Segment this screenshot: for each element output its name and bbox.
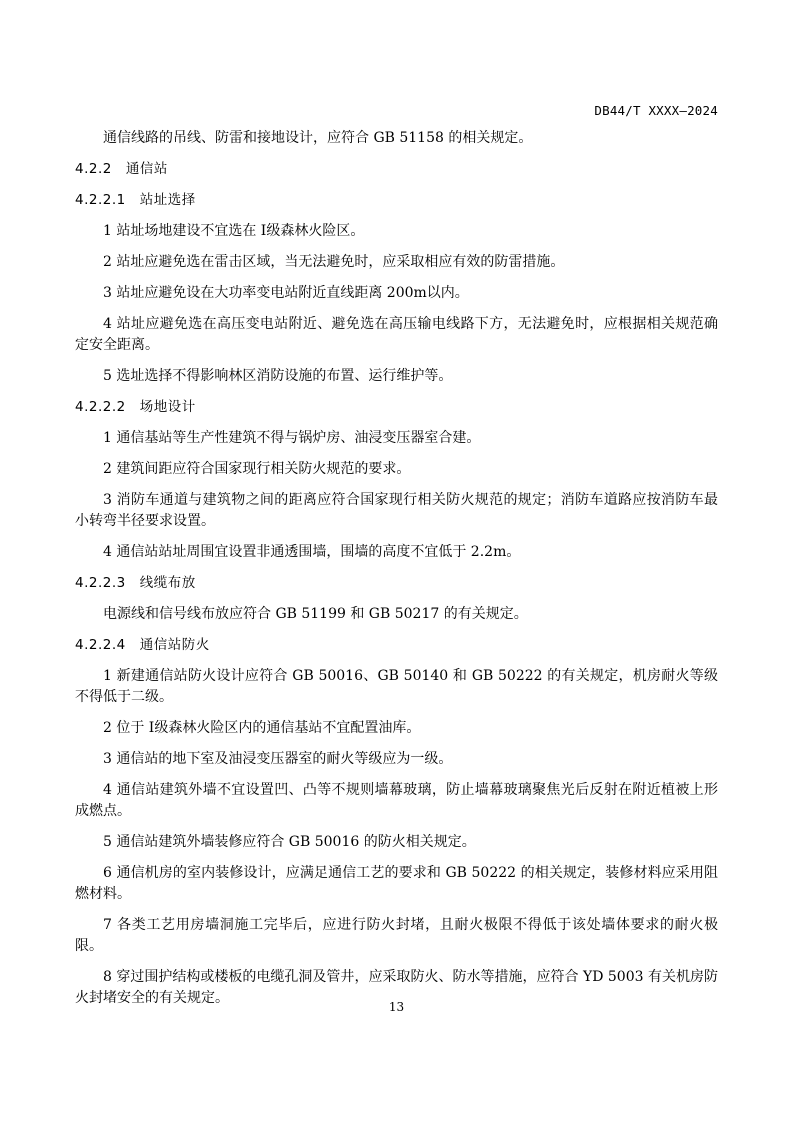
paragraph: 7 各类工艺用房墙洞施工完毕后，应进行防火封堵，且耐火极限不得低于该处墙体要求的耐火极限。 <box>75 917 718 954</box>
section-title: 线缆布放 <box>139 575 196 591</box>
section-number: 4.2.2.2 <box>75 399 126 415</box>
paragraph: 1 通信基站等生产性建筑不得与锅炉房、油浸变压器室合建。 <box>103 430 481 446</box>
paragraph: 通信线路的吊线、防雷和接地设计，应符合 GB 51158 的相关规定。 <box>103 130 533 146</box>
section-title: 通信站防火 <box>139 637 210 653</box>
section-title: 站址选择 <box>139 192 196 208</box>
document-code-header: DB44/T XXXX—2024 <box>594 103 718 118</box>
section-heading <box>75 397 718 418</box>
section-heading <box>75 190 718 211</box>
paragraph: 1 站址场地建设不宜选在 I级森林火险区。 <box>103 223 365 239</box>
paragraph: 电源线和信号线布放应符合 GB 51199 和 GB 50217 的有关规定。 <box>103 606 528 622</box>
paragraph: 1 新建通信站防火设计应符合 GB 50016、GB 50140 和 GB 50222 的有关规定，机房耐火等级不得低于二级。 <box>75 668 718 705</box>
paragraph: 2 站址应避免选在雷击区域，当无法避免时，应采取相应有效的防雷措施。 <box>103 254 565 270</box>
paragraph: 2 建筑间距应符合国家现行相关防火规范的要求。 <box>103 461 411 477</box>
paragraph: 8 穿过围护结构或楼板的电缆孔洞及管井，应采取防火、防水等措施，应符合 YD 5003 有关机房防火封堵安全的有关规定。 <box>75 969 718 1006</box>
section-heading <box>75 635 718 656</box>
paragraph: 2 位于 I级森林火险区内的通信基站不宜配置油库。 <box>103 720 421 736</box>
section-number: 4.2.2.4 <box>75 637 126 653</box>
paragraph: 5 选址选择不得影响林区消防设施的布置、运行维护等。 <box>103 368 453 384</box>
section-number: 4.2.2.3 <box>75 575 126 591</box>
section-number: 4.2.2 <box>75 161 112 177</box>
section-title: 通信站 <box>125 161 168 177</box>
section-heading <box>75 573 718 594</box>
paragraph: 5 通信站建筑外墙装修应符合 GB 50016 的防火相关规定。 <box>103 834 476 850</box>
section-number: 4.2.2.1 <box>75 192 126 208</box>
section-title: 场地设计 <box>139 399 196 415</box>
paragraph: 4 通信站建筑外墙不宜设置凹、凸等不规则墙幕玻璃，防止墙幕玻璃聚焦光后反射在附近植被上形成燃点。 <box>75 782 718 819</box>
paragraph: 3 站址应避免设在大功率变电站附近直线距离 200m以内。 <box>103 285 469 301</box>
document-body <box>75 128 718 1019</box>
paragraph: 6 通信机房的室内装修设计，应满足通信工艺的要求和 GB 50222 的相关规定，装修材料应采用阻燃材料。 <box>75 865 718 902</box>
paragraph: 4 站址应避免选在高压变电站附近、避免选在高压输电线路下方，无法避免时，应根据相关规范确定安全距离。 <box>75 316 718 353</box>
paragraph: 3 通信站的地下室及油浸变压器室的耐火等级应为一级。 <box>103 751 453 767</box>
page-number: 13 <box>388 1000 405 1014</box>
paragraph: 4 通信站站址周围宜设置非通透围墙，围墙的高度不宜低于 2.2m。 <box>103 544 521 560</box>
paragraph: 3 消防车通道与建筑物之间的距离应符合国家现行相关防火规范的规定；消防车道路应按消防车最小转弯半径要求设置。 <box>75 492 718 529</box>
section-heading <box>75 159 718 180</box>
